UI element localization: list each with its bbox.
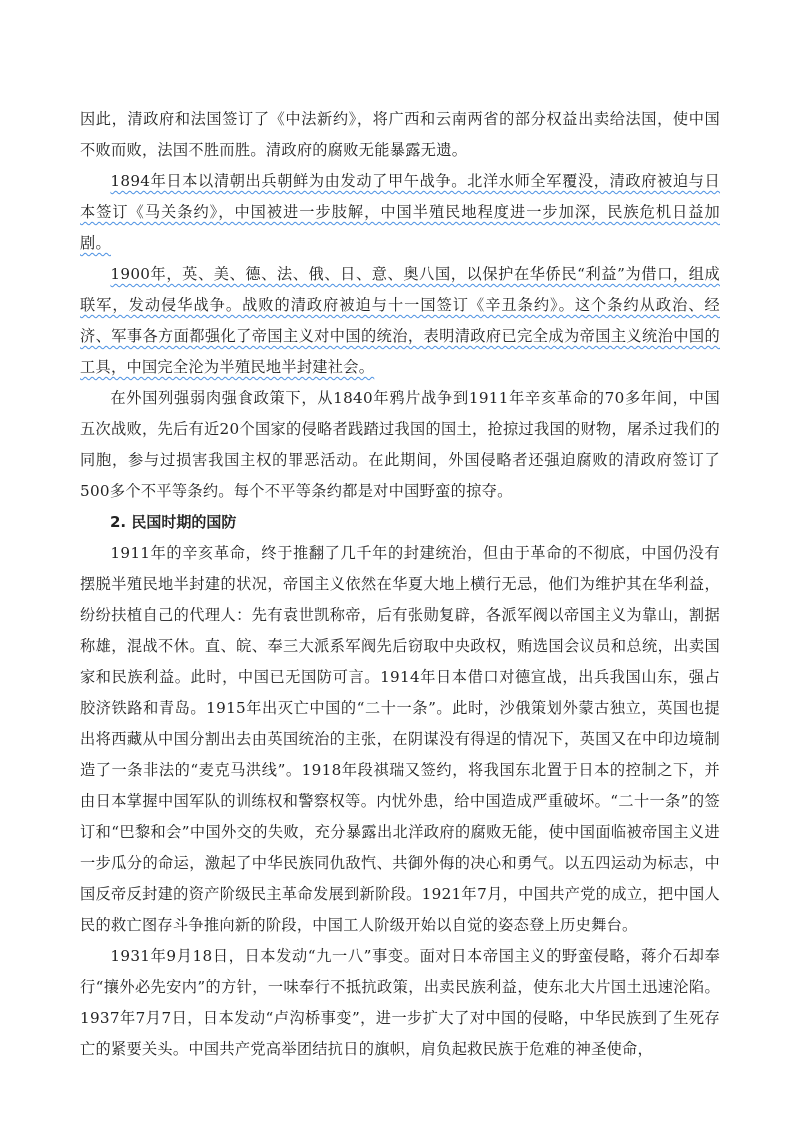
paragraph-sino-french-treaty: 因此，清政府和法国签订了《中法新约》，将广西和云南两省的部分权益出卖给法国，使中国不败而败，法国不胜而胜。清政府的腐败无能暴露无遗。 [80, 110, 720, 159]
paragraph-unequal-treaties: 在外国列强弱肉强食政策下，从1840年鸦片战争到1911年辛亥革命的70多年间，中国五次战败，先后有近20个国家的侵略者践踏过我国的国土，抢掠过我国的财物，屠杀过我们的同胞，参与过损害我国主权的罪恶活动。在此期间，外国侵略者还强迫腐败的清政府签订了500多个不平等条约。每个不平等条约都是对中国野蛮的掠夺。 [80, 389, 720, 500]
document-page [80, 104, 720, 1065]
section-heading-republic-defense: 2. 民国时期的国防 [110, 513, 237, 531]
paragraph-xinhai-revolution: 1911年的辛亥革命，终于推翻了几千年的封建统治，但由于革命的不彻底，中国仍没有摆脱半殖民地半封建的状况，帝国主义依然在华夏大地上横行无忌，他们为维护其在华利益，纷纷扶植自己的代理人：先有袁世凯称帝，后有张勋复辟，各派军阀以帝国主义为靠山，割据称雄，混战不休。直、皖、奉三大派系军阀先后窃取中央政权，贿选国会议员和总统，出卖国家和民族利益。此时，中国已无国防可言。1914年日本借口对德宣战，出兵我国山东，强占胶济铁路和青岛。1915年出灭亡中国的“二十一条”。此时，沙俄策划外蒙古独立，英国也提出将西藏从中国分割出去由英国统治的主张，在阴谋没有得逞的情况下，英国又在中印边境制造了一条非法的“麦克马洪线”。1918年段祺瑞又签约，将我国东北置于日本的控制之下，并由日本掌握中国军队的训练权和警察权等。内忧外患，给中国造成严重破坏。“二十一条”的签订和“巴黎和会”中国外交的失败，充分暴露出北洋政府的腐败无能，使中国面临被帝国主义进一步瓜分的命运，激起了中华民族同仇敌忾、共御外侮的决心和勇气。以五四运动为标志，中国反帝反封建的资产阶级民主革命发展到新阶段。1921年7月，中国共产党的成立，把中国人民的救亡图存斗争推向新的阶段，中国工人阶级开始以自觉的姿态登上历史舞台。 [80, 544, 720, 934]
paragraph-september-18-incident: 1931年9月18日，日本发动“九一八”事变。面对日本帝国主义的野蛮侵略，蒋介石却奉行“攘外必先安内”的方针，一味奉行不抵抗政策，出卖民族利益，使东北大片国土迅速沦陷。1937年7月7日，日本发动“卢沟桥事变”，进一步扩大了对中国的侵略，中华民族到了生死存亡的紧要关头。中国共产党高举团结抗日的旗帜，肩负起救民族于危难的神圣使命， [80, 947, 720, 1058]
paragraph-sino-japanese-war: 1894年日本以清朝出兵朝鲜为由发动了甲午战争。北洋水师全军覆没，清政府被迫与日本签订《马关条约》，中国被进一步肢解，中国半殖民地程度进一步加深，民族危机日益加剧。 [80, 172, 720, 252]
paragraph-eight-nation-alliance: 1900年，英、美、德、法、俄、日、意、奥八国，以保护在华侨民“利益”为借口，组成联军，发动侵华战争。战败的清政府被迫与十一国签订《辛丑条约》。这个条约从政治、经济、军事各方面都强化了帝国主义对中国的统治，表明清政府已完全成为帝国主义统治中国的工具，中国完全沦为半殖民地半封建社会。 [80, 265, 720, 376]
